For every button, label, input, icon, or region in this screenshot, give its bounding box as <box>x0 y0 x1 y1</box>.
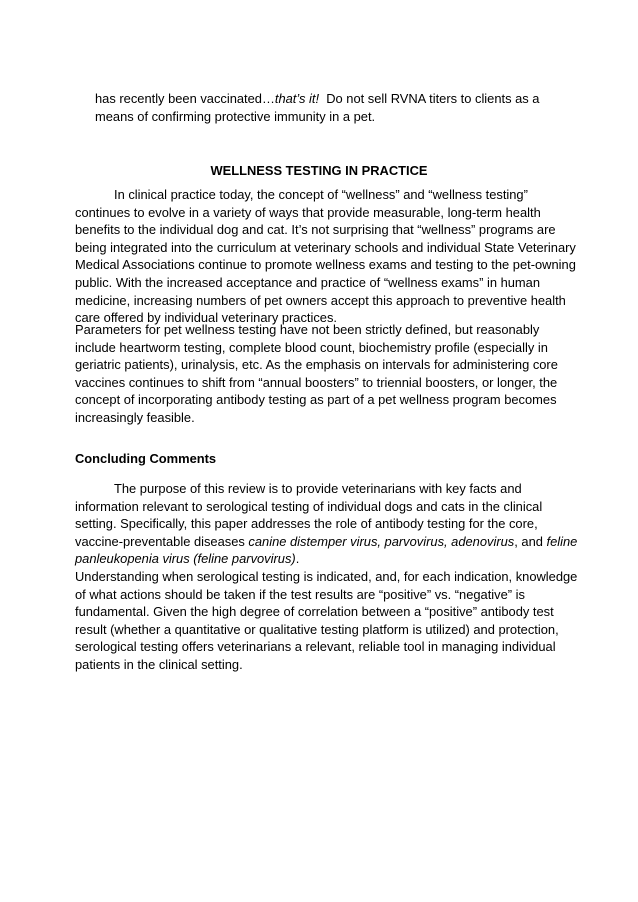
paragraph-line: Medical Associations continue to promote wellness exams and testing to the pet-owning <box>75 257 576 273</box>
paragraph-line: serological testing offers veterinarians a relevant, reliable tool in managing individual <box>75 639 556 655</box>
paragraph-line: Understanding when serological testing is indicated, and, for each indication, knowledge <box>75 569 578 584</box>
paragraph-line: of what actions should be taken if the test results are “positive” vs. “negative” is <box>75 586 525 602</box>
paragraph-line: include heartworm testing, complete blood count, biochemistry profile (especially in <box>75 339 548 355</box>
wellness-paragraph-2 <box>75 321 575 427</box>
sentence-end: . <box>295 551 300 567</box>
disease-list-intro: vaccine-preventable diseases <box>75 533 249 549</box>
paragraph-line: continues to evolve in a variety of ways that provide measurable, long-term health <box>75 204 541 220</box>
paragraph-line <box>75 533 578 551</box>
paragraph-line: medicine, increasing numbers of pet owners accept this approach to preventive health <box>75 292 566 308</box>
paragraph-line <box>75 550 575 568</box>
paragraph-line: being integrated into the curriculum at veterinary schools and individual State Veterinary <box>75 239 576 255</box>
paragraph-line: In clinical practice today, the concept of “wellness” and “wellness testing” <box>114 187 528 202</box>
paragraph-line: geriatric patients), urinalysis, etc. As the emphasis on intervals for administering core <box>75 357 558 373</box>
intro-emphasis: that’s it! <box>274 91 320 106</box>
intro-line-1 <box>95 90 595 108</box>
disease-list-emphasis-panleukopenia: panleukopenia virus (feline parvovirus) <box>75 551 296 567</box>
paragraph-line: concept of incorporating antibody testing as part of a pet wellness program becomes <box>75 392 557 408</box>
concluding-paragraph-1 <box>75 480 578 568</box>
paragraph-line: benefits to the individual dog and cat. It’s not surprising that “wellness” programs are <box>75 222 556 238</box>
paragraph-line: increasingly feasible. <box>75 409 195 425</box>
intro-line-1-rest: Do not sell RVNA titers to clients as a <box>319 91 540 106</box>
paragraph-line: fundamental. Given the high degree of correlation between a “positive” antibody test <box>75 604 554 620</box>
paragraph-line: Parameters for pet wellness testing have not been strictly defined, but reasonably <box>75 322 540 337</box>
paragraph-line: patients in the clinical setting. <box>75 656 243 672</box>
paragraph-line: setting. Specifically, this paper addresses the role of antibody testing for the core, <box>75 516 538 532</box>
section-heading-concluding: Concluding Comments <box>75 451 217 466</box>
paragraph-line: information relevant to serological testing of individual dogs and cats in the clinical <box>75 498 543 514</box>
wellness-paragraph-1 <box>75 186 575 327</box>
disease-list-emphasis-feline: feline <box>546 533 578 549</box>
paragraph-line: The purpose of this review is to provide veterinarians with key facts and <box>114 481 522 496</box>
intro-line-1-text: has recently been vaccinated… <box>95 91 275 106</box>
paragraph-line: result (whether a quantitative or qualitative testing platform is utilized) and protection, <box>75 621 559 637</box>
section-heading-wellness: WELLNESS TESTING IN PRACTICE <box>210 163 428 178</box>
paragraph-line: public. With the increased acceptance and practice of “wellness exams” in human <box>75 274 541 290</box>
disease-list-emphasis: canine distemper virus, parvovirus, adenovirus <box>248 533 515 549</box>
paragraph-line: care offered by individual veterinary practices. <box>75 310 338 326</box>
paragraph-line: vaccines continues to shift from “annual boosters” to triennial boosters, or longer, the <box>75 374 558 390</box>
intro-paragraph <box>95 90 595 125</box>
concluding-paragraph-2 <box>75 568 578 674</box>
disease-list-conjunction: , and <box>514 533 547 549</box>
intro-line-2: means of confirming protective immunity in a pet. <box>95 108 376 124</box>
